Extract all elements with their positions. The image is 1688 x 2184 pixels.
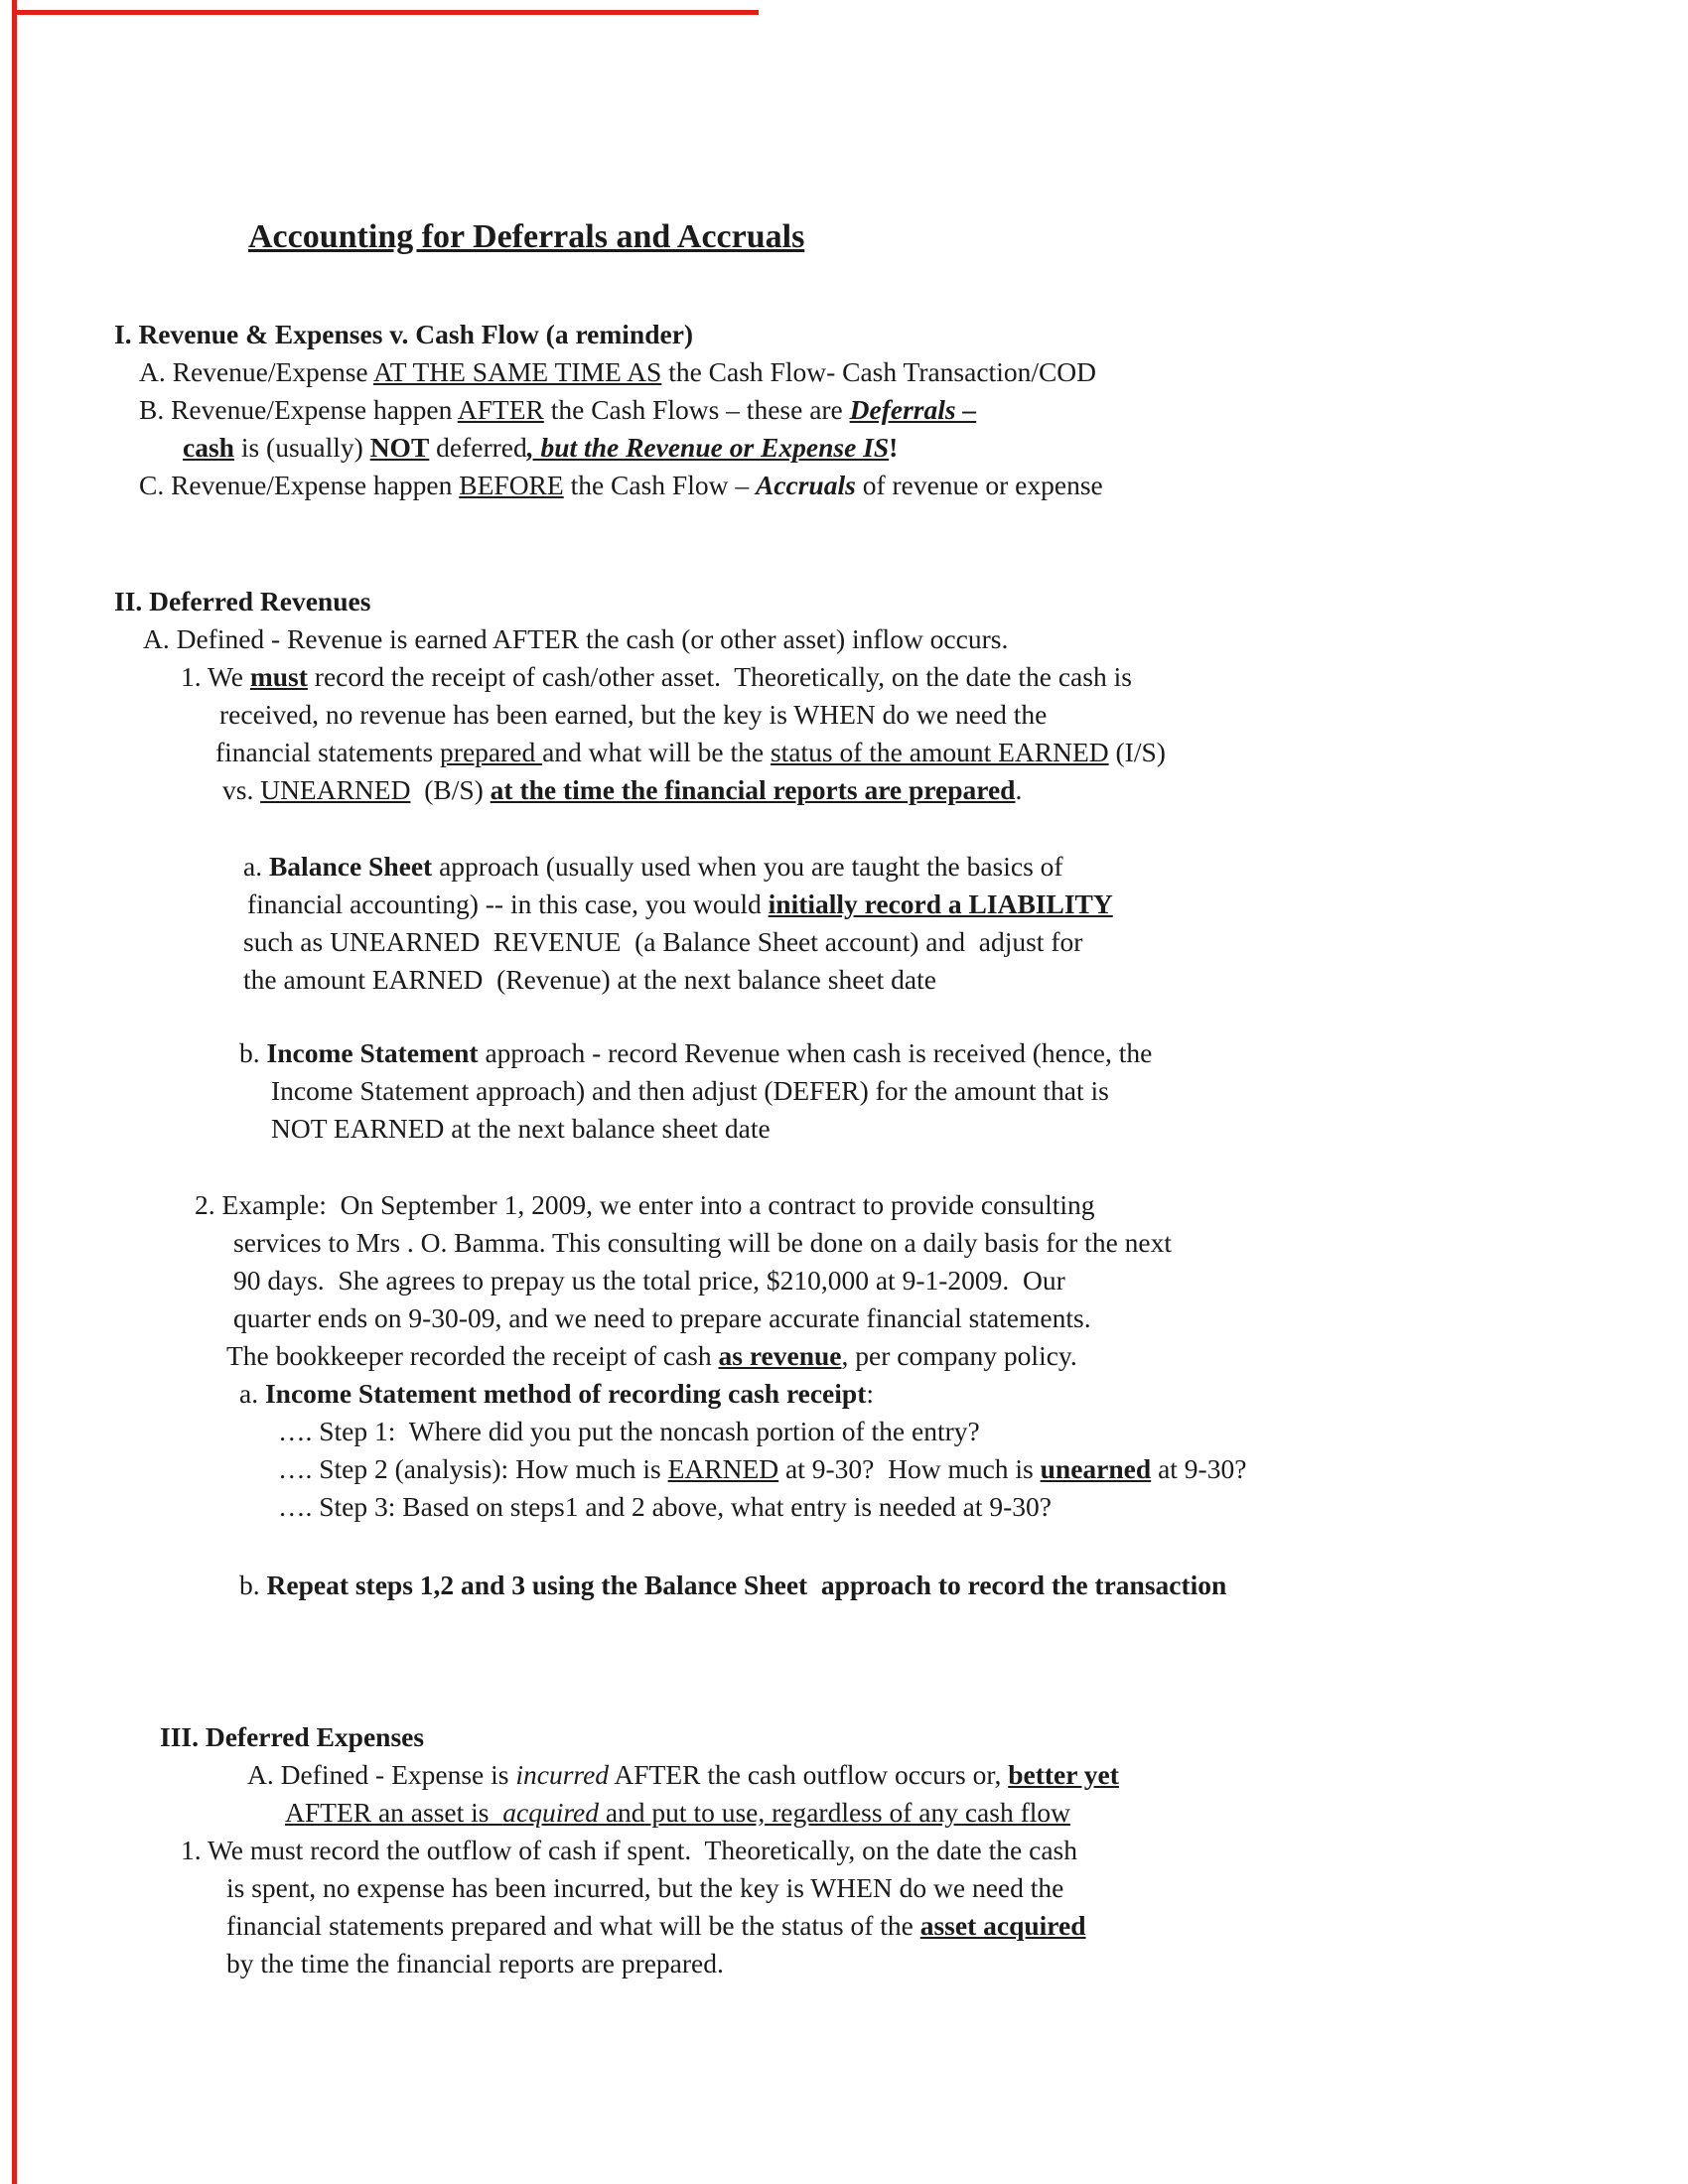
item-iii-1-cont <box>226 1869 1688 1907</box>
text-segment: and put to use, regardless of any cash flow <box>598 1797 1070 1828</box>
text-segment: …. Step 1: Where did you put the noncash portion of the entry? <box>278 1416 980 1446</box>
text-segment: 2. Example: On September 1, 2009, we enter into a contract to provide consulting <box>195 1189 1095 1220</box>
item-ii-a-2-a-step-3 <box>278 1488 1688 1526</box>
text-segment: financial accounting) -- in this case, you would <box>247 888 769 919</box>
text-segment: is spent, no expense has been incurred, but the key is WHEN do we need the <box>226 1872 1064 1903</box>
item-ii-a-1-b <box>239 1034 1688 1072</box>
item-ii-a-2-cont <box>233 1224 1688 1262</box>
item-ii-a-2-cont <box>233 1299 1688 1337</box>
text-segment: of revenue or expense <box>855 470 1103 500</box>
text-segment: approach - record Revenue when cash is received (hence, the <box>478 1037 1153 1068</box>
text-segment: Income Statement approach) and then adjust (DEFER) for the amount that is <box>271 1075 1109 1106</box>
text-segment: the Cash Flow- Cash Transaction/COD <box>661 356 1097 387</box>
item-ii-a-1-a-cont <box>247 886 1688 923</box>
item-ii-a-2-a <box>239 1375 1688 1413</box>
text-segment: BEFORE <box>459 470 564 500</box>
text-segment: a. <box>243 851 269 882</box>
text-segment: at the time the financial reports are prepared <box>490 774 1016 805</box>
text-segment: the amount EARNED (Revenue) at the next balance sheet date <box>243 964 936 995</box>
text-segment: b. <box>239 1037 267 1068</box>
item-ii-a-2-a-step-2 <box>278 1450 1688 1488</box>
text-segment: : <box>866 1378 874 1409</box>
text-segment: AFTER an asset is <box>285 1797 503 1828</box>
text-segment: received, no revenue has been earned, but the key is WHEN do we need the <box>219 699 1048 730</box>
text-segment: is (usually) <box>233 432 370 463</box>
text-segment: the Cash Flow – <box>563 470 756 500</box>
item-ii-a-1-cont <box>222 771 1688 809</box>
text-segment: B. Revenue/Expense happen <box>139 394 458 425</box>
red-margin-line-top <box>12 10 759 15</box>
text-segment: cash <box>183 432 234 463</box>
text-segment: Income Statement method of recording cash receipt <box>264 1378 867 1409</box>
item-i-b-cont <box>183 429 1688 467</box>
text-segment: the Cash Flows – these are <box>543 394 850 425</box>
text-segment: asset acquired <box>919 1910 1086 1941</box>
text-segment: record the receipt of cash/other asset. Theoretically, on the date the cash is <box>307 661 1132 692</box>
section-i-heading <box>114 316 1688 353</box>
item-iii-a-cont <box>285 1794 1688 1832</box>
text-segment: C. Revenue/Expense happen <box>139 470 460 500</box>
text-segment: vs. <box>222 774 261 805</box>
text-segment: NOT EARNED at the next balance sheet date <box>271 1113 771 1144</box>
text-segment: A. Revenue/Expense <box>139 356 373 387</box>
item-i-a <box>139 353 1688 391</box>
text-segment: incurred <box>515 1759 610 1790</box>
text-segment: I. Revenue & Expenses v. Cash Flow (a reminder) <box>114 319 694 349</box>
text-segment: at 9-30? How much is <box>778 1453 1041 1484</box>
text-segment: financial statements <box>215 737 441 767</box>
text-segment: Accruals <box>755 470 856 500</box>
text-segment: UNEARNED <box>260 774 411 805</box>
text-segment: as revenue <box>718 1340 842 1371</box>
text-segment: EARNED <box>667 1453 779 1484</box>
text-segment: AFTER <box>457 394 544 425</box>
text-segment: …. Step 2 (analysis): How much is <box>278 1453 668 1484</box>
item-iii-1 <box>181 1832 1688 1869</box>
item-ii-a-2 <box>195 1186 1688 1224</box>
text-segment: AFTER the cash outflow occurs or, <box>609 1759 1009 1790</box>
text-segment: a. <box>239 1378 265 1409</box>
item-ii-a-1-b-cont <box>271 1072 1688 1110</box>
text-segment: acquired <box>502 1797 599 1828</box>
item-ii-a-2-b <box>239 1567 1688 1604</box>
text-segment: 90 days. She agrees to prepay us the total price, $210,000 at 9-1-2009. Our <box>233 1265 1065 1296</box>
text-segment: and what will be the <box>542 737 771 767</box>
red-margin-line-left <box>12 0 17 2184</box>
text-segment: A. Defined - Revenue is earned AFTER the cash (or other asset) inflow occurs. <box>143 623 1009 654</box>
text-segment: Deferrals – <box>849 394 977 425</box>
text-segment: initially record a LIABILITY <box>768 888 1113 919</box>
item-ii-a-1-b-cont <box>271 1110 1688 1148</box>
text-segment: services to Mrs . O. Bamma. This consulting will be done on a daily basis for the next <box>233 1227 1173 1258</box>
text-segment: …. Step 3: Based on steps1 and 2 above, what entry is needed at 9-30? <box>278 1491 1052 1522</box>
text-segment: 1. We <box>181 661 250 692</box>
section-iii-heading <box>160 1718 1688 1756</box>
item-i-b <box>139 391 1688 429</box>
item-ii-a-1-a-cont <box>243 923 1688 961</box>
item-ii-a-1-a <box>243 848 1688 886</box>
text-segment: Repeat steps 1,2 and 3 using the Balance Sheet approach to record the transaction <box>266 1570 1227 1600</box>
item-ii-a-1-cont <box>219 696 1688 734</box>
text-segment: better yet <box>1008 1759 1119 1790</box>
text-segment: , but the Revenue or Expense IS <box>526 432 890 463</box>
item-ii-a-1-cont <box>215 734 1688 771</box>
text-segment: such as UNEARNED REVENUE (a Balance Sheet account) and adjust for <box>243 926 1083 957</box>
text-segment: II. Deferred Revenues <box>114 586 371 616</box>
document-title: Accounting for Deferrals and Accruals <box>248 218 805 255</box>
item-ii-a-2-a-step-1 <box>278 1413 1688 1450</box>
text-segment: by the time the financial reports are prepared. <box>226 1948 724 1979</box>
text-segment: quarter ends on 9-30-09, and we need to prepare accurate financial statements. <box>233 1302 1091 1333</box>
text-segment: b. <box>239 1570 267 1600</box>
item-i-c <box>139 467 1688 504</box>
text-segment: The bookkeeper recorded the receipt of cash <box>226 1340 719 1371</box>
text-segment: . <box>1015 774 1023 805</box>
text-segment: unearned <box>1040 1453 1152 1484</box>
item-iii-1-cont <box>226 1907 1688 1945</box>
text-segment: approach (usually used when you are taught the basics of <box>432 851 1063 882</box>
item-ii-a-1-a-cont <box>243 961 1688 999</box>
text-segment: Balance Sheet <box>268 851 433 882</box>
text-segment: status of the amount EARNED <box>770 737 1109 767</box>
text-segment: prepared <box>440 737 543 767</box>
text-segment: must <box>249 661 308 692</box>
document-lines <box>0 316 1688 1982</box>
text-segment: (I/S) <box>1108 737 1166 767</box>
item-ii-a-2-cont <box>233 1262 1688 1299</box>
item-ii-a-1 <box>181 658 1688 696</box>
item-iii-1-cont <box>226 1945 1688 1982</box>
text-segment: 1. We must record the outflow of cash if spent. Theoretically, on the date the cash <box>181 1835 1077 1865</box>
item-ii-a <box>143 620 1688 658</box>
section-ii-heading <box>114 583 1688 620</box>
text-segment: III. Deferred Expenses <box>160 1721 425 1752</box>
text-segment: (B/S) <box>410 774 491 805</box>
text-segment: A. Defined - Expense is <box>247 1759 516 1790</box>
text-segment: at 9-30? <box>1151 1453 1247 1484</box>
text-segment: deferred <box>429 432 527 463</box>
text-segment: financial statements prepared and what will be the status of the <box>226 1910 920 1941</box>
text-segment: ! <box>889 432 899 463</box>
text-segment: , per company policy. <box>841 1340 1077 1371</box>
text-segment: Income Statement <box>266 1037 479 1068</box>
item-ii-a-2-cont <box>226 1337 1688 1375</box>
item-iii-a <box>247 1756 1688 1794</box>
text-segment: AT THE SAME TIME AS <box>372 356 662 387</box>
text-segment: NOT <box>369 432 430 463</box>
